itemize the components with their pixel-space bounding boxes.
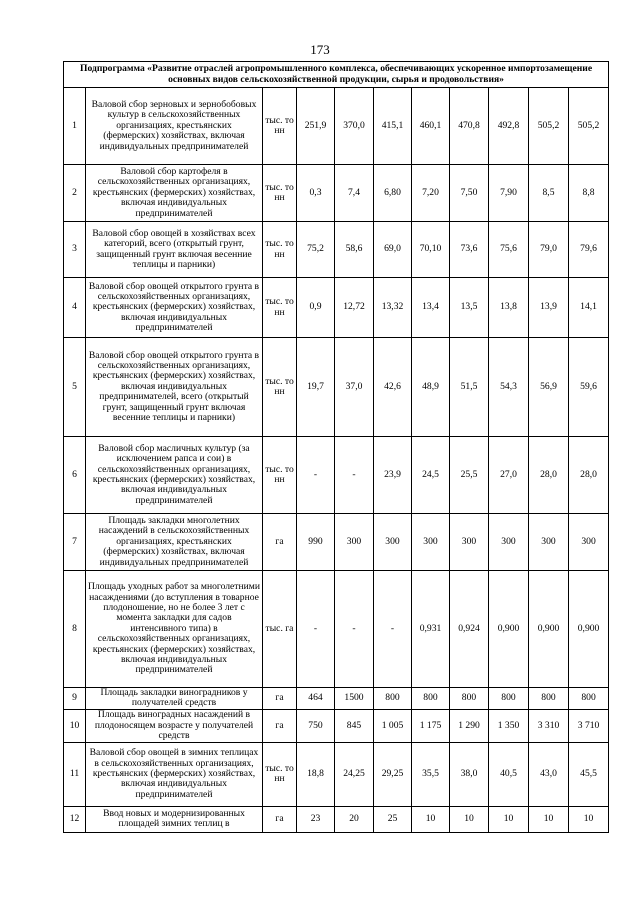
unit-of-measure: тыс. тонн (263, 742, 297, 806)
unit-of-measure: га (263, 688, 297, 710)
row-number: 9 (64, 688, 86, 710)
indicator-value: 8,5 (529, 165, 569, 222)
row-number: 5 (64, 338, 86, 437)
indicator-value: 59,6 (569, 338, 609, 437)
indicator-value: 470,8 (450, 88, 489, 165)
indicator-value: 18,8 (297, 742, 335, 806)
indicator-value: 13,32 (374, 278, 412, 338)
indicator-value: 79,6 (569, 222, 609, 278)
indicator-value: 79,0 (529, 222, 569, 278)
indicator-value: 251,9 (297, 88, 335, 165)
indicator-value: - (335, 437, 374, 514)
indicator-description: Площадь закладки многолетних насаждений в сельскохозяйственных организациях, крестьянских (фермерских) хозяйствах, включая индивидуальных предпринимателей (86, 514, 263, 571)
row-number: 2 (64, 165, 86, 222)
indicator-value: - (335, 571, 374, 688)
indicator-value: 10 (412, 806, 450, 832)
indicator-value: 12,72 (335, 278, 374, 338)
indicator-value: 43,0 (529, 742, 569, 806)
table-row (64, 437, 609, 514)
indicator-value: 37,0 (335, 338, 374, 437)
indicator-value: 28,0 (569, 437, 609, 514)
indicator-value: 0,900 (569, 571, 609, 688)
subprogram-title: Подпрограмма «Развитие отраслей агропромышленного комплекса, обеспечивающих ускоренное импортозамещение основных видов сельскохозяйственной продукции, сырья и продовольствия» (64, 62, 609, 88)
indicator-value: 800 (450, 688, 489, 710)
indicator-value: 300 (450, 514, 489, 571)
indicator-description: Валовой сбор картофеля в сельскохозяйственных организациях, крестьянских (фермерских) хозяйствах, включая индивидуальных предпринимателей (86, 165, 263, 222)
indicator-value: 492,8 (489, 88, 529, 165)
indicator-value: 7,50 (450, 165, 489, 222)
indicator-description: Валовой сбор овощей в зимних теплицах в сельскохозяйственных организациях, крестьянских (фермерских) хозяйствах, включая индивидуальных предпринимателей (86, 742, 263, 806)
indicator-value: 800 (412, 688, 450, 710)
indicator-value: 505,2 (529, 88, 569, 165)
indicator-value: 3 310 (529, 709, 569, 742)
indicator-value: 0,3 (297, 165, 335, 222)
table-row (64, 709, 609, 742)
indicator-value: 990 (297, 514, 335, 571)
indicator-value: 13,8 (489, 278, 529, 338)
row-number: 4 (64, 278, 86, 338)
row-number: 12 (64, 806, 86, 832)
indicator-value: 42,6 (374, 338, 412, 437)
row-number: 11 (64, 742, 86, 806)
indicator-value: 27,0 (489, 437, 529, 514)
indicator-value: 7,90 (489, 165, 529, 222)
indicators-table (63, 61, 609, 833)
indicator-value: 29,25 (374, 742, 412, 806)
indicator-value: 750 (297, 709, 335, 742)
unit-of-measure: тыс. тонн (263, 165, 297, 222)
indicator-value: 23 (297, 806, 335, 832)
indicator-value: 7,4 (335, 165, 374, 222)
indicator-value: 24,25 (335, 742, 374, 806)
indicator-value: 58,6 (335, 222, 374, 278)
unit-of-measure: тыс. га (263, 571, 297, 688)
indicator-value: 25,5 (450, 437, 489, 514)
indicator-value: 3 710 (569, 709, 609, 742)
indicator-value: 300 (374, 514, 412, 571)
table-row (64, 278, 609, 338)
row-number: 10 (64, 709, 86, 742)
unit-of-measure: тыс. тонн (263, 437, 297, 514)
indicator-value: 370,0 (335, 88, 374, 165)
indicator-value: 0,931 (412, 571, 450, 688)
indicator-value: 300 (489, 514, 529, 571)
indicator-value: 505,2 (569, 88, 609, 165)
indicator-value: 45,5 (569, 742, 609, 806)
indicator-value: 73,6 (450, 222, 489, 278)
indicator-description: Площадь уходных работ за многолетними насаждениями (до вступления в товарное плодоношение, но не более 3 лет с момента закладки для садов интенсивного типа) в сельскохозяйственных организациях, крестьянских (фермерских) хозяйствах, включая индивидуальных предпринимателей (86, 571, 263, 688)
table-row (64, 165, 609, 222)
indicator-description: Площадь закладки виноградников у получателей средств (86, 688, 263, 710)
indicator-value: 800 (374, 688, 412, 710)
indicator-value: 300 (412, 514, 450, 571)
indicator-value: 75,2 (297, 222, 335, 278)
indicator-value: 1 005 (374, 709, 412, 742)
indicator-value: 1 175 (412, 709, 450, 742)
indicator-value: 300 (569, 514, 609, 571)
indicator-value: 28,0 (529, 437, 569, 514)
indicator-value: 75,6 (489, 222, 529, 278)
indicator-value: 40,5 (489, 742, 529, 806)
row-number: 3 (64, 222, 86, 278)
indicator-value: 13,5 (450, 278, 489, 338)
unit-of-measure: га (263, 709, 297, 742)
table-row (64, 88, 609, 165)
table-row (64, 338, 609, 437)
unit-of-measure: тыс. тонн (263, 278, 297, 338)
row-number: 1 (64, 88, 86, 165)
indicator-value: 1 350 (489, 709, 529, 742)
unit-of-measure: га (263, 514, 297, 571)
unit-of-measure: тыс. тонн (263, 338, 297, 437)
indicator-value: 38,0 (450, 742, 489, 806)
indicator-value: 1500 (335, 688, 374, 710)
indicator-value: - (374, 571, 412, 688)
indicator-value: 13,9 (529, 278, 569, 338)
indicator-value: 69,0 (374, 222, 412, 278)
indicator-value: 6,80 (374, 165, 412, 222)
indicator-value: 13,4 (412, 278, 450, 338)
unit-of-measure: тыс. тонн (263, 88, 297, 165)
indicator-value: 0,900 (489, 571, 529, 688)
row-number: 8 (64, 571, 86, 688)
indicator-value: 54,3 (489, 338, 529, 437)
indicator-value: 0,900 (529, 571, 569, 688)
table-row (64, 571, 609, 688)
indicator-value: 800 (529, 688, 569, 710)
indicator-value: 23,9 (374, 437, 412, 514)
indicator-description: Валовой сбор масличных культур (за исключением рапса и сои) в сельскохозяйственных организациях, крестьянских (фермерских) хозяйствах, включая индивидуальных предпринимателей (86, 437, 263, 514)
indicator-value: 800 (569, 688, 609, 710)
indicator-value: 0,9 (297, 278, 335, 338)
indicator-value: 14,1 (569, 278, 609, 338)
indicator-value: 300 (335, 514, 374, 571)
indicator-value: 35,5 (412, 742, 450, 806)
unit-of-measure: тыс. тонн (263, 222, 297, 278)
indicator-value: 56,9 (529, 338, 569, 437)
indicator-description: Валовой сбор овощей открытого грунта в сельскохозяйственных организациях, крестьянских (фермерских) хозяйствах, включая индивидуальных предпринимателей (86, 278, 263, 338)
indicator-value: 845 (335, 709, 374, 742)
indicator-value: - (297, 437, 335, 514)
indicator-value: 24,5 (412, 437, 450, 514)
unit-of-measure: га (263, 806, 297, 832)
indicator-value: 70,10 (412, 222, 450, 278)
indicator-description: Ввод новых и модернизированных площадей зимних теплиц в (86, 806, 263, 832)
indicator-value: 48,9 (412, 338, 450, 437)
table-row (64, 222, 609, 278)
page-number: 173 (310, 42, 330, 57)
indicator-value: 7,20 (412, 165, 450, 222)
indicator-value: 464 (297, 688, 335, 710)
indicator-value: 19,7 (297, 338, 335, 437)
indicator-value: 460,1 (412, 88, 450, 165)
indicator-description: Валовой сбор овощей в хозяйствах всех категорий, всего (открытый грунт, защищенный грунт включая весенние теплицы и парники) (86, 222, 263, 278)
indicator-description: Валовой сбор зерновых и зернобобовых культур в сельскохозяйственных организациях, крестьянских (фермерских) хозяйствах, включая индивидуальных предпринимателей (86, 88, 263, 165)
indicator-value: 10 (569, 806, 609, 832)
subprogram-title-row (64, 62, 609, 88)
indicator-value: 800 (489, 688, 529, 710)
table-row (64, 688, 609, 710)
indicator-value: 1 290 (450, 709, 489, 742)
indicator-value: 20 (335, 806, 374, 832)
indicator-value: - (297, 571, 335, 688)
row-number: 6 (64, 437, 86, 514)
table-row (64, 806, 609, 832)
table-row (64, 514, 609, 571)
indicator-value: 8,8 (569, 165, 609, 222)
indicator-value: 51,5 (450, 338, 489, 437)
indicator-value: 0,924 (450, 571, 489, 688)
table-row (64, 742, 609, 806)
row-number: 7 (64, 514, 86, 571)
indicator-value: 10 (489, 806, 529, 832)
indicator-description: Площадь виноградных насаждений в плодоносящем возрасте у получателей средств (86, 709, 263, 742)
indicator-value: 25 (374, 806, 412, 832)
indicator-value: 415,1 (374, 88, 412, 165)
indicator-value: 300 (529, 514, 569, 571)
indicator-description: Валовой сбор овощей открытого грунта в сельскохозяйственных организациях, крестьянских (фермерских) хозяйствах, включая индивидуальных предпринимателей, всего (открытый грунт, защищенный грунт включая весенние теплицы и парники) (86, 338, 263, 437)
indicator-value: 10 (529, 806, 569, 832)
indicator-value: 10 (450, 806, 489, 832)
